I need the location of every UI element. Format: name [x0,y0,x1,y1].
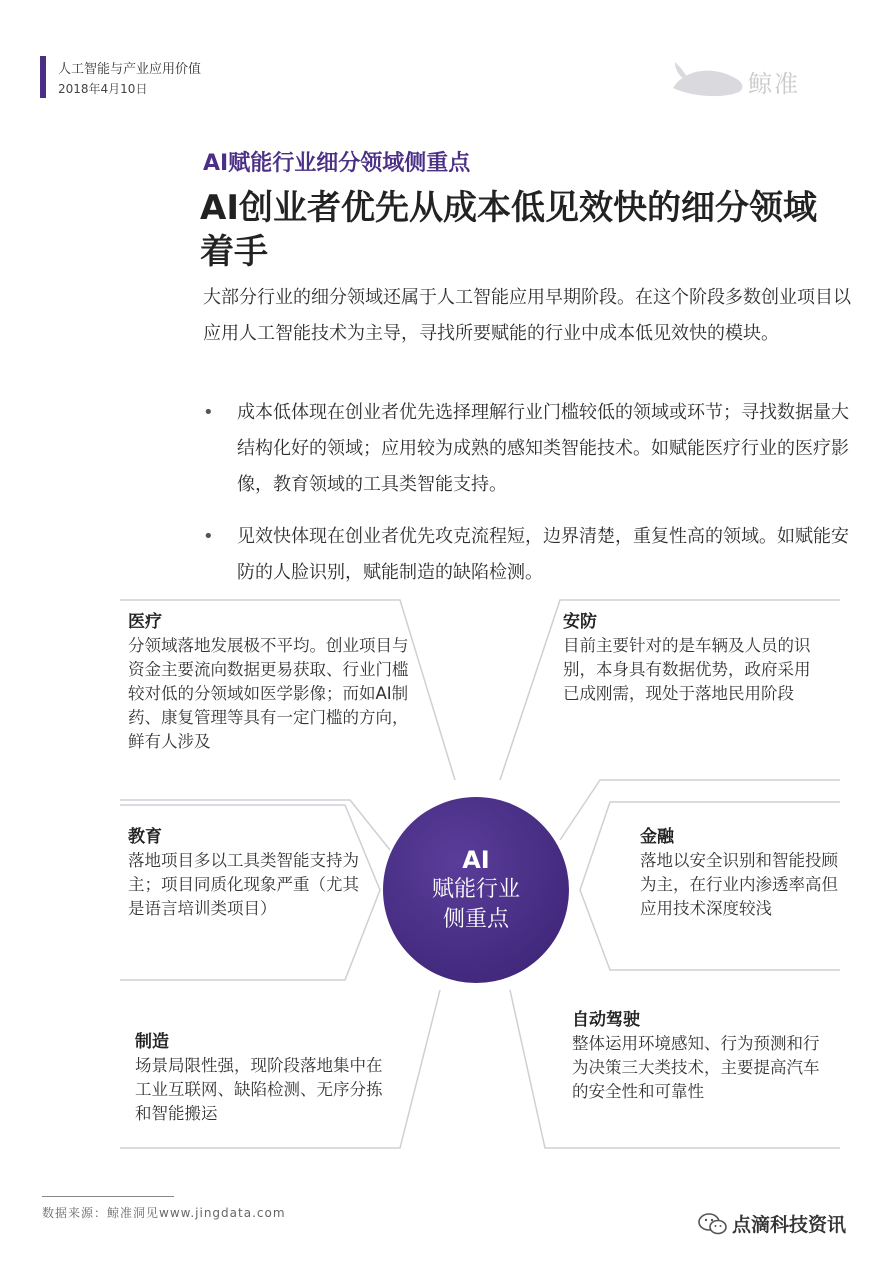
sector-manufacturing [135,1030,390,1126]
footer-divider [42,1196,174,1197]
sector-medical-desc: 分领域落地发展极不平均。创业项目与资金主要流向数据更易获取、行业门槛较对低的分领域如医学影像；而如AI制药、康复管理等具有一定门槛的方向，鲜有人涉及 [128,636,409,751]
sector-education [128,825,363,921]
bullet-item [203,395,863,503]
sector-security-title: 安防 [563,612,597,632]
bullet-dot-icon: • [203,402,214,423]
intro-paragraph: 大部分行业的细分领域还属于人工智能应用早期阶段。在这个阶段多数创业项目以应用人工智能技术为主导，寻找所要赋能的行业中成本低见效快的模块。 [203,287,851,344]
whale-logo-icon [665,48,825,108]
sector-finance [640,825,845,921]
bullet-text: 见效快体现在创业者优先攻克流程短，边界清楚，重复性高的领域。如赋能安防的人脸识别，赋能制造的缺陷检测。 [237,526,849,583]
bullet-list [203,395,863,607]
wechat-icon [698,1212,728,1236]
report-title: 人工智能与产业应用价值 [58,62,202,77]
bullet-dot-icon: • [203,526,214,547]
sector-security [563,610,813,706]
sector-manufacturing-title: 制造 [135,1032,169,1052]
sector-medical-title: 医疗 [128,612,162,632]
logo-text: 鲸准 [748,70,800,98]
center-ai-circle [383,797,569,983]
bullet-text: 成本低体现在创业者优先选择理解行业门槛较低的领域或环节；寻找数据量大结构化好的领域；应用较为成熟的感知类智能技术。如赋能医疗行业的医疗影像，教育领域的工具类智能支持。 [237,402,849,495]
center-ai-label: AI [462,846,490,874]
wechat-account-name: 点滴科技资讯 [732,1214,847,1236]
sector-manufacturing-desc: 场景局限性强，现阶段落地集中在工业互联网、缺陷检测、无序分拣和智能搬运 [135,1056,383,1123]
center-line-2: 赋能行业 [431,877,520,902]
sector-autonomous-driving [572,1008,822,1104]
sector-finance-desc: 落地以安全识别和智能投顾为主，在行业内渗透率高但应用技术深度较浅 [640,851,838,918]
page-title: AI创业者优先从成本低见效快的细分领域着手 [200,188,817,272]
sector-autonomous-desc: 整体运用环境感知、行为预测和行为决策三大类技术，主要提高汽车的安全性和可靠性 [572,1034,820,1101]
sector-autonomous-title: 自动驾驶 [572,1010,640,1030]
data-source-note: 数据来源：鲸准洞见www.jingdata.com [42,1206,286,1220]
header-accent-bar [40,56,46,98]
sector-education-title: 教育 [128,827,162,847]
sector-education-desc: 落地项目多以工具类智能支持为主；项目同质化现象严重（尤其是语言培训类项目） [128,851,359,918]
sector-security-desc: 目前主要针对的是车辆及人员的识别，本身具有数据优势，政府采用已成刚需，现处于落地民用阶段 [563,636,811,703]
section-subtitle: AI赋能行业细分领域侧重点 [203,151,471,176]
sector-finance-title: 金融 [640,827,674,847]
sector-medical [128,610,418,754]
center-line-3: 侧重点 [442,907,509,932]
sector-diagram [0,580,893,1160]
report-date: 2018年4月10日 [58,82,148,96]
